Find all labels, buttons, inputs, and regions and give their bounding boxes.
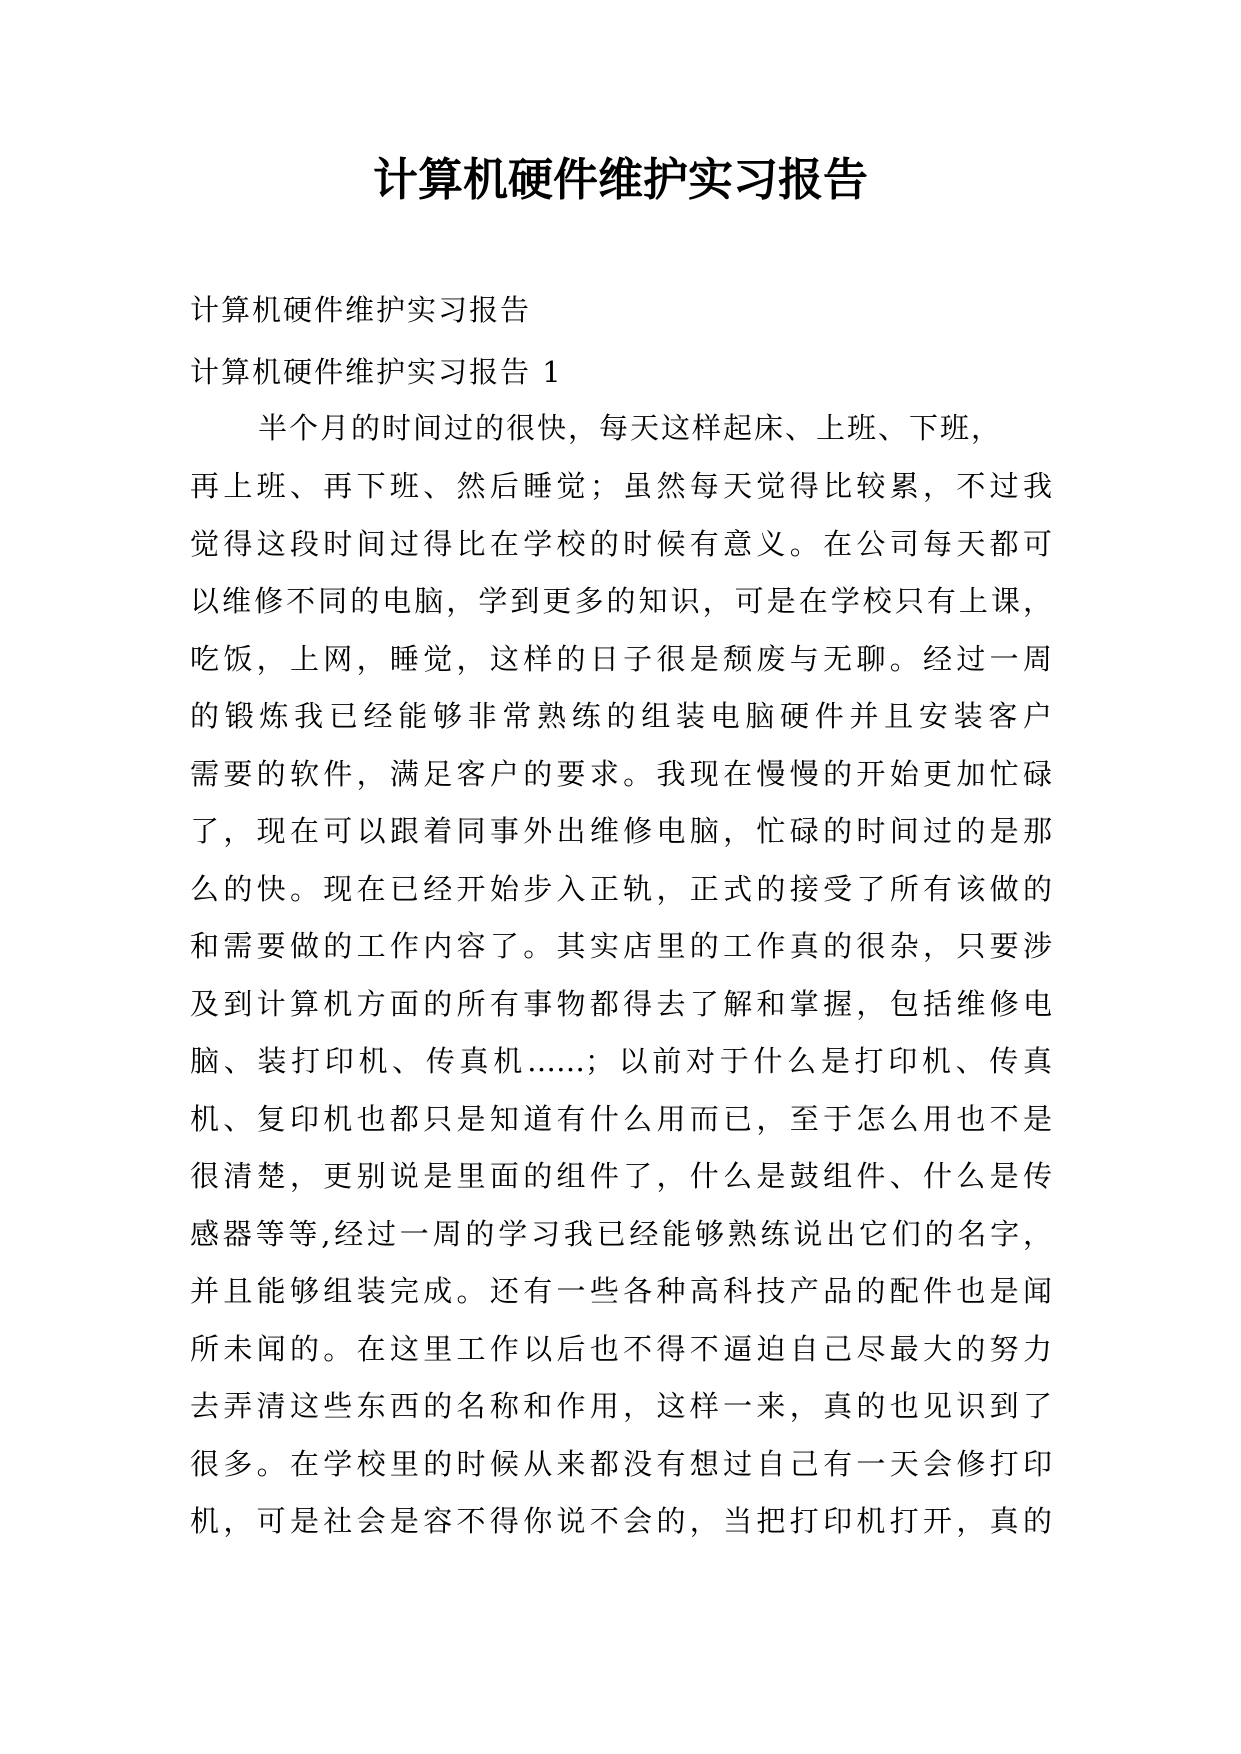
body-line: 机、复印机也都只是知道有什么用而已，至于怎么用也不是 — [190, 1102, 1052, 1136]
body-line: 需要的软件，满足客户的要求。我现在慢慢的开始更加忙碌 — [190, 757, 1052, 791]
body-line: 很多。在学校里的时候从来都没有想过自己有一天会修打印 — [190, 1447, 1052, 1481]
section-heading: 计算机硬件维护实习报告 1 — [190, 355, 563, 389]
body-line: 及到计算机方面的所有事物都得去了解和掌握，包括维修电 — [190, 987, 1052, 1021]
body-line: 很清楚，更别说是里面的组件了，什么是鼓组件、什么是传 — [190, 1159, 1052, 1193]
body-line: 的锻炼我已经能够非常熟练的组装电脑硬件并且安装客户 — [190, 699, 1052, 733]
body-line: 感器等等,经过一周的学习我已经能够熟练说出它们的名字， — [190, 1217, 1052, 1251]
body-line: 并且能够组装完成。还有一些各种高科技产品的配件也是闻 — [190, 1274, 1052, 1308]
document-subtitle: 计算机硬件维护实习报告 — [190, 293, 532, 327]
body-line: 和需要做的工作内容了。其实店里的工作真的很杂，只要涉 — [190, 929, 1052, 963]
body-line: 半个月的时间过的很快，每天这样起床、上班、下班， — [258, 411, 1003, 445]
body-line: 所未闻的。在这里工作以后也不得不逼迫自己尽最大的努力 — [190, 1332, 1052, 1366]
body-line: 了，现在可以跟着同事外出维修电脑，忙碌的时间过的是那 — [190, 814, 1052, 848]
body-line: 脑、装打印机、传真机……；以前对于什么是打印机、传真 — [190, 1044, 1052, 1078]
body-line: 机，可是社会是容不得你说不会的，当把打印机打开，真的 — [190, 1504, 1052, 1538]
body-line: 再上班、再下班、然后睡觉；虽然每天觉得比较累，不过我 — [190, 469, 1052, 503]
document-title: 计算机硬件维护实习报告 — [372, 153, 868, 206]
body-line: 吃饭，上网，睡觉，这样的日子很是颓废与无聊。经过一周 — [190, 642, 1052, 676]
body-line: 么的快。现在已经开始步入正轨，正式的接受了所有该做的 — [190, 872, 1052, 906]
body-line: 以维修不同的电脑，学到更多的知识，可是在学校只有上课， — [190, 584, 1052, 618]
body-line: 去弄清这些东西的名称和作用，这样一来，真的也见识到了 — [190, 1389, 1052, 1423]
body-line: 觉得这段时间过得比在学校的时候有意义。在公司每天都可 — [190, 527, 1052, 561]
